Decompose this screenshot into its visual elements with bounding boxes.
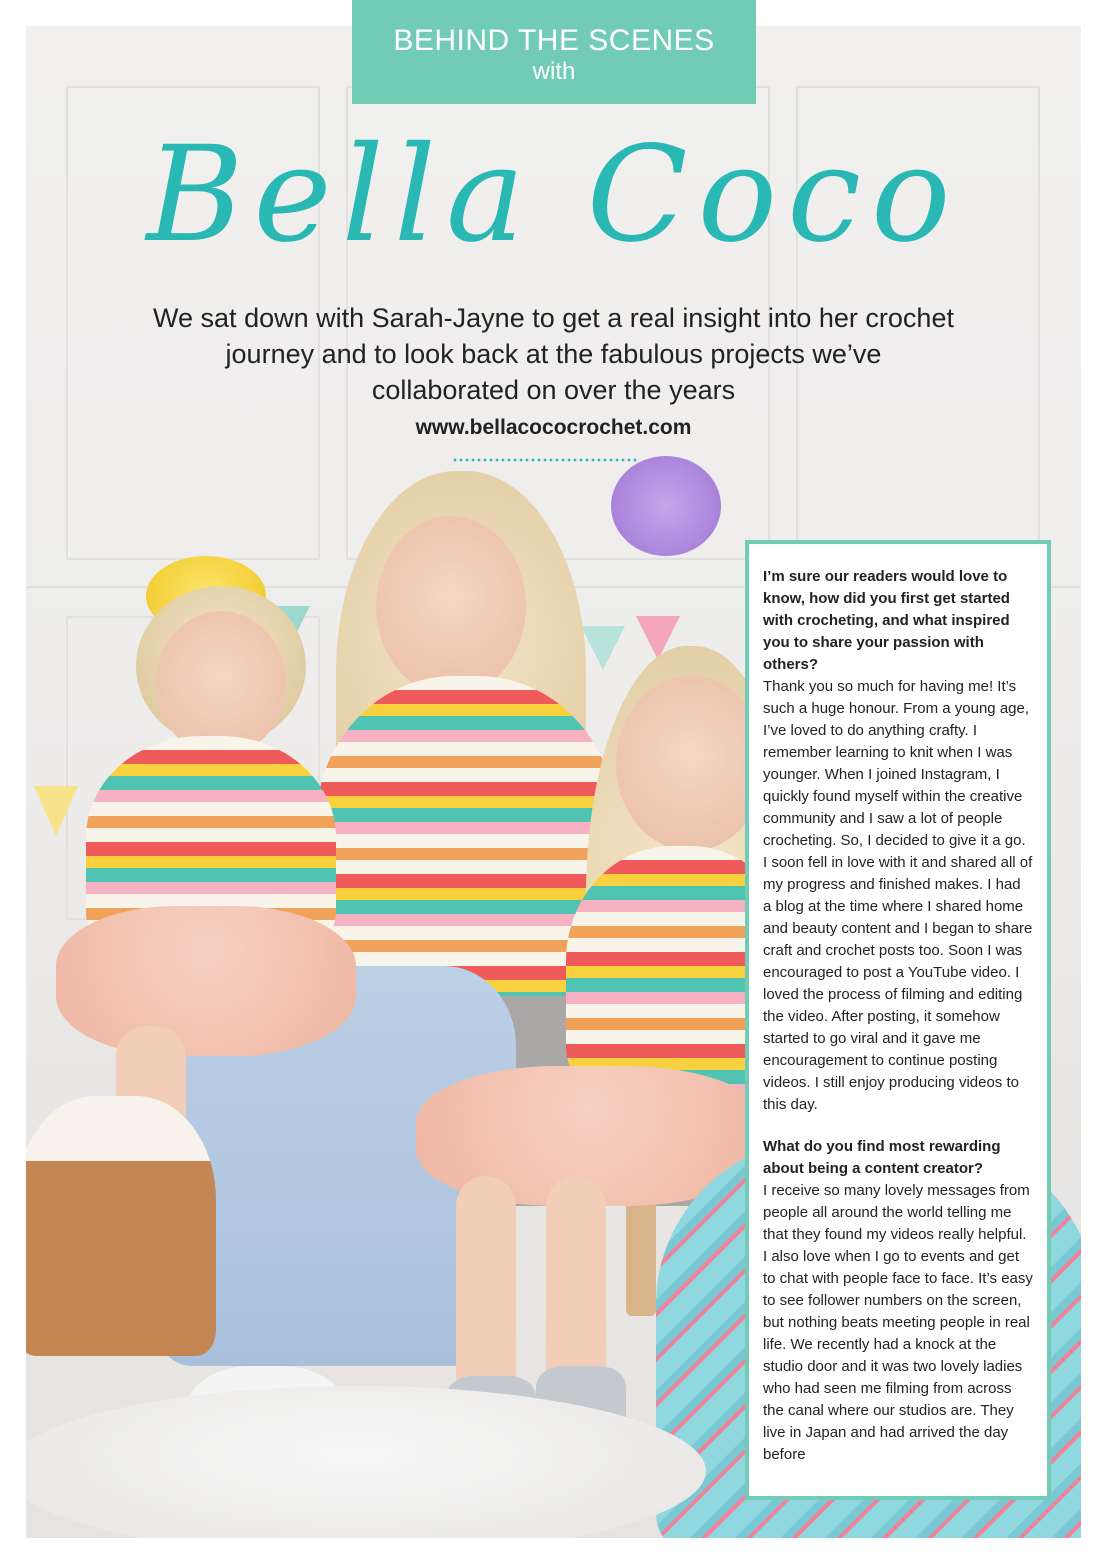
header-title: BEHIND THE SCENES (393, 24, 715, 57)
feature-title: Bella Coco (146, 118, 961, 272)
bunting-flag (581, 626, 625, 670)
girl-face (616, 676, 766, 851)
answer-2: I receive so many lovely messages from people all around the world telling me that they found my videos really helpful. I also love when I go to events and get to chat with people face to face. It’s easy to see follower numbers on the screen, but nothing beats meeting people in real life. We recently had a knock at the studio door and it was two lovely ladies who had seen me filming from across the canal where our studios are. They live in Japan and had arrived the day before (763, 1182, 1033, 1463)
website-link[interactable]: www.bellacococrochet.com (415, 416, 692, 439)
gingerbread-house-blanket (26, 1096, 216, 1356)
question-2: What do you find most rewarding about being a content creator? (763, 1138, 1001, 1177)
section-header (352, 0, 756, 104)
answer-1: Thank you so much for having me! It’s such a huge honour. From a young age, I’ve loved to do anything crafty. I remember learning to knit when I was younger. When I joined Instagram, I quickly found myself within the creative community and I saw a lot of people crocheting. So, I decided to give it a go. I soon fell in love with it and shared all of my progress and finished makes. I had a blog at the time where I shared home and beauty content and I began to share craft and crochet posts too. Soon I was encouraged to post a YouTube video. I loved the process of filming and editing the video. After posting, it somehow started to go viral and it gave me encouragement to continue posting videos. I still enjoy producing videos to this day. (763, 678, 1033, 1113)
interview-box (745, 540, 1051, 1500)
toddler-skirt (56, 906, 356, 1056)
chair-leg (626, 1196, 656, 1316)
girl-leg (546, 1176, 606, 1396)
toddler-face (156, 611, 286, 756)
question-1: I’m sure our readers would love to know, how did you first get started with crocheting, and what inspired you to share your passion with others? (763, 568, 1010, 673)
bunting-flag (34, 786, 78, 836)
intro-text: We sat down with Sarah-Jayne to get a real insight into her crochet journey and to look back at the fabulous projects we’ve collaborated on over the years (153, 303, 954, 405)
header-with: with (532, 58, 576, 85)
mother-face (376, 516, 526, 696)
girl-leg (456, 1176, 516, 1406)
purple-pompom (611, 456, 721, 556)
dotted-divider (452, 458, 638, 462)
